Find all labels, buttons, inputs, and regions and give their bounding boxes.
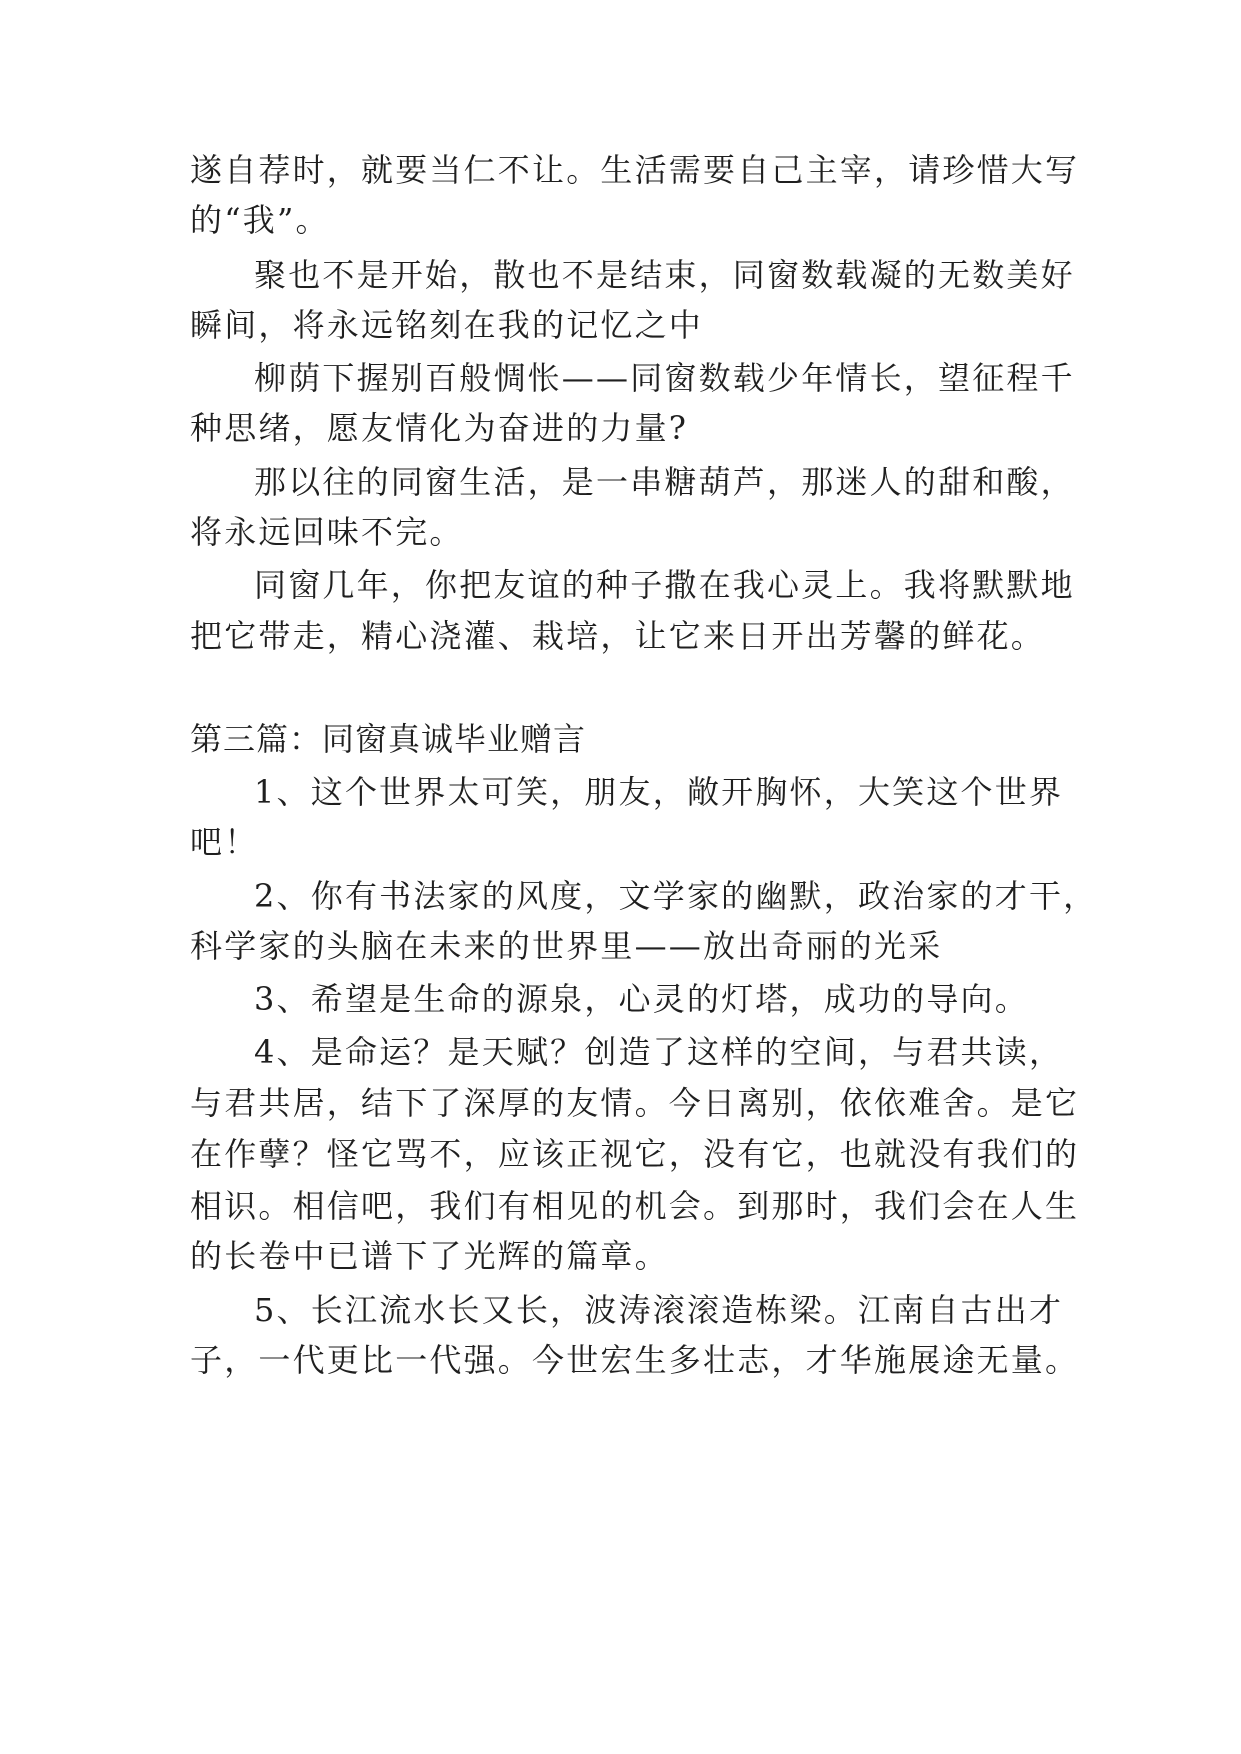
list-item: 2、你有书法家的风度，文学家的幽默，政治家的才干， xyxy=(254,877,1098,915)
paragraph-start: 聚也不是开始，散也不是结束，同窗数载凝的无数美好 xyxy=(254,256,1075,294)
text-line: 种思绪，愿友情化为奋进的力量? xyxy=(190,409,689,447)
paragraph-start: 柳荫下握别百般惆怅——同窗数载少年情长，望征程千 xyxy=(254,359,1075,397)
text-line: 把它带走，精心浇灌、栽培，让它来日开出芳馨的鲜花。 xyxy=(190,617,1046,655)
text-line: 将永远回味不完。 xyxy=(190,513,464,551)
text-line: 子，一代更比一代强。今世宏生多壮志，才华施展途无量。 xyxy=(190,1341,1080,1379)
text-line: 相识。相信吧，我们有相见的机会。到那时，我们会在人生 xyxy=(190,1187,1080,1225)
section-heading: 第三篇：同窗真诚毕业赠言 xyxy=(190,720,587,758)
text-line: 与君共居，结下了深厚的友情。今日离别，依依难舍。是它 xyxy=(190,1084,1080,1122)
list-item: 5、长江流水长又长，波涛滚滚造栋梁。江南自古出才 xyxy=(254,1291,1064,1329)
text-line: 的“我”。 xyxy=(190,201,330,239)
list-item: 4、是命运？是天赋？创造了这样的空间，与君共读， xyxy=(254,1033,1064,1071)
text-line: 科学家的头脑在未来的世界里——放出奇丽的光采 xyxy=(190,927,943,965)
text-line: 吧！ xyxy=(190,823,259,861)
text-line: 瞬间，将永远铭刻在我的记忆之中 xyxy=(190,306,704,344)
text-line: 的长卷中已谱下了光辉的篇章。 xyxy=(190,1237,669,1275)
text-line: 在作孽？怪它骂不，应该正视它，没有它，也就没有我们的 xyxy=(190,1135,1080,1173)
text-line: 遂自荐时，就要当仁不让。生活需要自己主宰，请珍惜大写 xyxy=(190,151,1080,189)
paragraph-start: 同窗几年，你把友谊的种子撒在我心灵上。我将默默地 xyxy=(254,566,1075,604)
list-item: 3、希望是生命的源泉，心灵的灯塔，成功的导向。 xyxy=(254,980,1029,1018)
paragraph-start: 那以往的同窗生活，是一串糖葫芦，那迷人的甜和酸， xyxy=(254,463,1075,501)
list-item: 1、这个世界太可笑，朋友，敞开胸怀，大笑这个世界 xyxy=(254,773,1064,811)
